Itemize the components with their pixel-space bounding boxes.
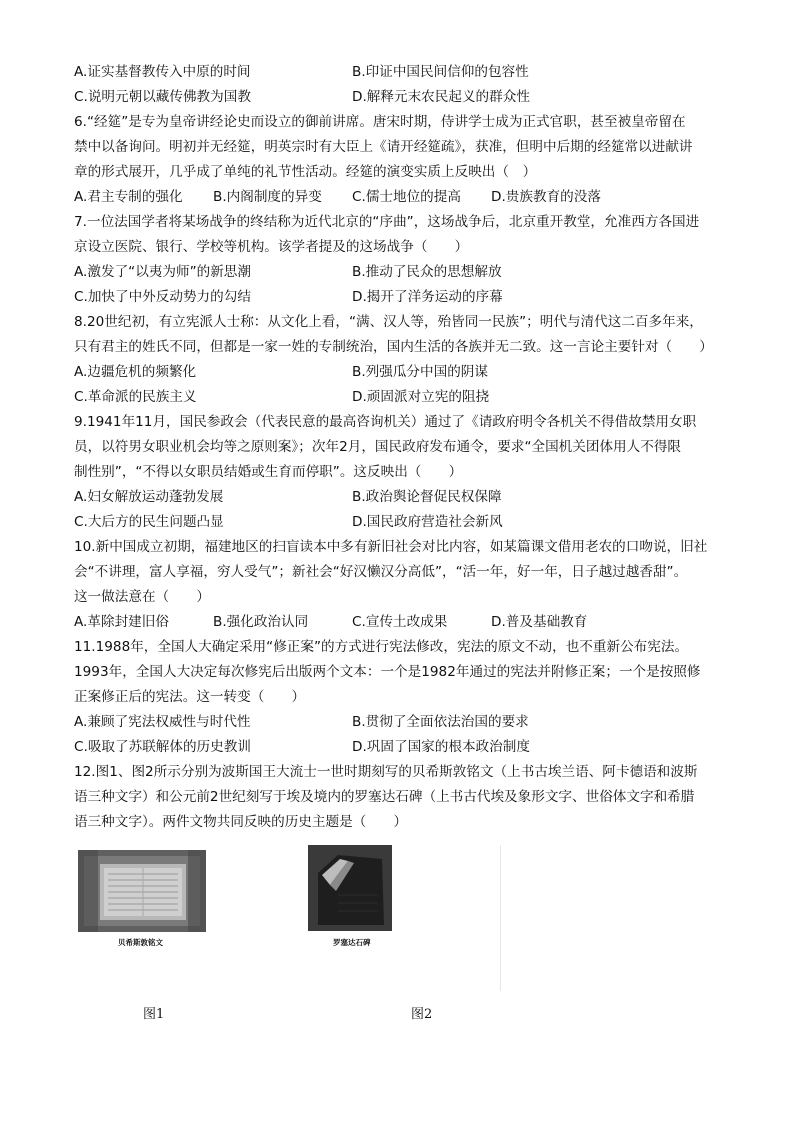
figure-2-photo — [308, 845, 392, 931]
q6-option-b: B.内阁制度的异变 — [213, 189, 322, 205]
q9-option-b: B.政治舆论督促民权保障 — [352, 489, 502, 505]
q7-option-b: B.推动了民众的思想解放 — [352, 264, 502, 280]
figure-2-caption: 罗塞达石碑 — [333, 938, 371, 947]
q5-option-a: A.证实基督教传入中原的时间 — [74, 64, 251, 80]
q8-option-a: A.边疆危机的频繁化 — [74, 364, 197, 380]
q7-option-c: C.加快了中外反动势力的勾结 — [74, 289, 251, 305]
q9-stem-line-1: 9.1941年11月，国民参政会（代表民意的最高咨询机关）通过了《请政府明令各机关不得借故禁用女职 — [74, 414, 697, 430]
q10-stem-line-3: 这一做法意在（ ） — [74, 589, 210, 605]
q11-option-a: A.兼顾了宪法权威性与时代性 — [74, 714, 251, 730]
q7-stem-line-2: 京设立医院、银行、学校等机构。该学者提及的这场战争（ ） — [74, 239, 469, 255]
q11-stem-line-1: 11.1988年，全国人大确定采用“修正案”的方式进行宪法修改，宪法的原文不动，也不重新公布宪法。 — [74, 639, 689, 655]
q6-option-c: C.儒士地位的提高 — [352, 189, 461, 205]
q12-stem-line-1: 12.图1、图2所示分别为波斯国王大流士一世时期刻写的贝希斯敦铭文（上书古埃兰语、阿卡德语和波斯 — [74, 764, 698, 780]
q5-option-d: D.解释元末农民起义的群众性 — [352, 89, 530, 105]
q9-stem-line-3: 制性别”，“不得以女职员结婚或生育而停职”。这反映出（ ） — [74, 464, 463, 480]
q10-stem-line-1: 10.新中国成立初期，福建地区的扫盲读本中多有新旧社会对比内容，如某篇课文借用老农的口吻说，旧社 — [74, 539, 708, 555]
q8-option-c: C.革命派的民族主义 — [74, 389, 197, 405]
q9-option-c: C.大后方的民生问题凸显 — [74, 514, 224, 530]
figure-1-label: 图1 — [143, 1007, 165, 1022]
figure-divider — [500, 845, 501, 991]
figure-1-caption: 贝希斯敦铭文 — [118, 938, 163, 947]
q8-stem-line-2: 只有君主的姓氏不同，但都是一家一姓的专制统治，国内生活的各族并无二致。这一言论主要针对（ ） — [74, 339, 713, 355]
q7-stem-line-1: 7.一位法国学者将某场战争的终结称为近代北京的“序曲”，这场战争后，北京重开教堂，允准西方各国进 — [74, 214, 700, 230]
q5-option-b: B.印证中国民间信仰的包容性 — [352, 64, 529, 80]
q8-option-d: D.顽固派对立宪的阻挠 — [352, 389, 490, 405]
behistun-relief-image — [78, 850, 206, 932]
q11-option-d: D.巩固了国家的根本政治制度 — [352, 739, 530, 755]
q11-stem-line-2: 1993年，全国人大决定每次修宪后出版两个文本：一个是1982年通过的宪法并附修正案；一个是按照修 — [74, 664, 701, 680]
q12-stem-line-3: 语三种文字）。两件文物共同反映的历史主题是（ ） — [74, 814, 408, 830]
q10-option-b: B.强化政治认同 — [213, 614, 309, 630]
q11-stem-line-3: 正案修正后的宪法。这一转变（ ） — [74, 689, 306, 705]
q7-option-d: D.揭开了洋务运动的序幕 — [352, 289, 503, 305]
q12-stem-line-2: 语三种文字）和公元前2世纪刻写于埃及境内的罗塞达石碑（上书古代埃及象形文字、世俗体文字和希腊 — [74, 789, 695, 805]
rosetta-stone-image — [308, 845, 392, 931]
q6-stem-line-3: 章的形式展开，几乎成了单纯的礼节性活动。经筵的演变实质上反映出（ ） — [74, 164, 537, 180]
q10-option-a: A.革除封建旧俗 — [74, 614, 169, 630]
figure-1-photo — [78, 850, 206, 932]
q6-stem-line-2: 禁中以备询问。明初并无经筵，明英宗时有大臣上《请开经筵疏》，获准，但明中后期的经筵常以进献讲 — [74, 139, 693, 155]
q11-option-b: B.贯彻了全面依法治国的要求 — [352, 714, 529, 730]
q6-stem-line-1: 6.“经筵”是专为皇帝讲经论史而设立的御前讲席。唐宋时期，侍讲学士成为正式官职，甚至被皇帝留在 — [74, 114, 686, 130]
q11-option-c: C.吸取了苏联解体的历史教训 — [74, 739, 251, 755]
q9-stem-line-2: 员，以符男女职业机会均等之原则案》；次年2月，国民政府发布通令，要求“全国机关团体用人不得限 — [74, 439, 682, 455]
q10-option-d: D.普及基础教育 — [491, 614, 588, 630]
q7-option-a: A.激发了“以夷为师”的新思潮 — [74, 264, 251, 280]
q6-option-d: D.贵族教育的没落 — [491, 189, 601, 205]
q8-stem-line-1: 8.20世纪初，有立宪派人士称：从文化上看，“满、汉人等，殆皆同一民族”；明代与清代这二百多年来， — [74, 314, 703, 330]
figure-2-label: 图2 — [411, 1007, 433, 1022]
q9-option-a: A.妇女解放运动蓬勃发展 — [74, 489, 224, 505]
q8-option-b: B.列强瓜分中国的阴谋 — [352, 364, 488, 380]
q6-option-a: A.君主专制的强化 — [74, 189, 183, 205]
q5-option-c: C.说明元朝以藏传佛教为国教 — [74, 89, 251, 105]
q10-option-c: C.宣传土改成果 — [352, 614, 448, 630]
q10-stem-line-2: 会“不讲理，富人享福，穷人受气”；新社会“好汉懒汉分高低”，“活一年，好一年，日子越过越香甜”。 — [74, 564, 688, 580]
q9-option-d: D.国民政府营造社会新风 — [352, 514, 503, 530]
